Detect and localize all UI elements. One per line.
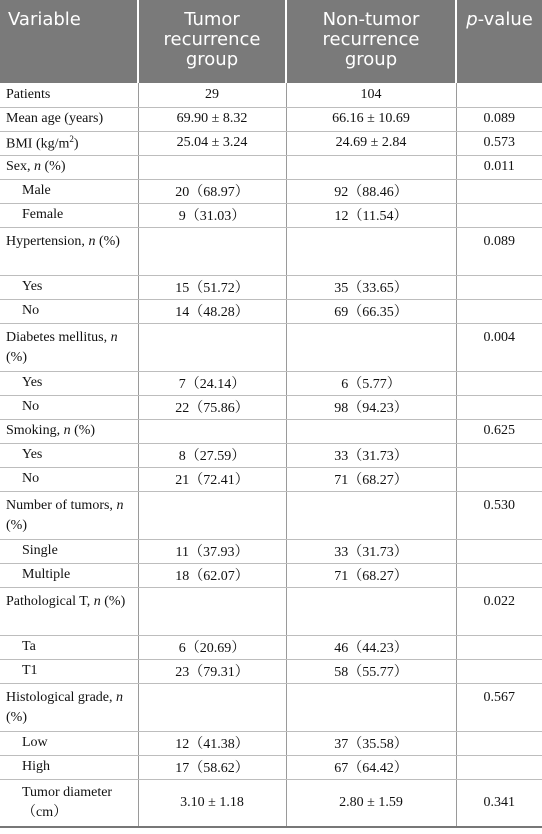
- pvalue-cell: [456, 563, 542, 587]
- table-row: [0, 467, 542, 491]
- row-label: Mean age (years): [0, 107, 138, 131]
- row-label: Yes: [0, 275, 138, 299]
- label-text: (%): [6, 709, 27, 725]
- label-n: n: [116, 689, 124, 705]
- tumor-cell: 12（41.38）: [138, 731, 286, 755]
- tumor-cell: [138, 683, 286, 731]
- tumor-cell: 21（72.41）: [138, 467, 286, 491]
- nontumor-cell: 67（64.42）: [286, 755, 456, 779]
- tumor-cell: 20（68.97）: [138, 179, 286, 203]
- pvalue-cell: [456, 395, 542, 419]
- table-row: [0, 563, 542, 587]
- pvalue-cell: 0.530: [456, 491, 542, 539]
- table-row: [0, 155, 542, 179]
- pvalue-cell: [456, 467, 542, 491]
- table-row: [0, 419, 542, 443]
- nontumor-cell: [286, 587, 456, 635]
- row-label: [0, 683, 138, 731]
- table-row: [0, 443, 542, 467]
- label-n: n: [93, 593, 101, 609]
- nontumor-cell: 12（11.54）: [286, 203, 456, 227]
- pvalue-cell: 0.011: [456, 155, 542, 179]
- label-text: Pathological T,: [6, 593, 94, 609]
- tumor-cell: [138, 227, 286, 275]
- row-label: [0, 587, 138, 635]
- tumor-cell: 14（48.28）: [138, 299, 286, 323]
- tumor-cell: [138, 419, 286, 443]
- nontumor-cell: 69（66.35）: [286, 299, 456, 323]
- tumor-cell: 8（27.59）: [138, 443, 286, 467]
- row-label: T1: [0, 659, 138, 683]
- tumor-cell: 9（31.03）: [138, 203, 286, 227]
- header-pvalue-p: p: [466, 9, 478, 30]
- row-label: Multiple: [0, 563, 138, 587]
- nontumor-cell: [286, 227, 456, 275]
- table-row: [0, 83, 542, 107]
- row-label: Patients: [0, 83, 138, 107]
- tumor-cell: 18（62.07）: [138, 563, 286, 587]
- label-text: (%): [6, 349, 27, 365]
- tumor-cell: [138, 155, 286, 179]
- label-text: (%): [70, 423, 96, 438]
- table-row: [0, 275, 542, 299]
- nontumor-cell: [286, 323, 456, 371]
- label-text: Number of tumors,: [6, 497, 117, 513]
- nontumor-cell: [286, 683, 456, 731]
- table-row: [0, 539, 542, 563]
- table-row: [0, 299, 542, 323]
- pvalue-cell: 0.089: [456, 227, 542, 275]
- pvalue-cell: 0.567: [456, 683, 542, 731]
- label-n: n: [63, 423, 71, 438]
- row-label: High: [0, 755, 138, 779]
- row-label: No: [0, 395, 138, 419]
- tumor-cell: 25.04 ± 3.24: [138, 131, 286, 155]
- pvalue-cell: [456, 83, 542, 107]
- nontumor-cell: 6（5.77）: [286, 371, 456, 395]
- tumor-cell: 23（79.31）: [138, 659, 286, 683]
- nontumor-cell: 71（68.27）: [286, 467, 456, 491]
- row-label: [0, 227, 138, 275]
- header-pvalue-rest: -value: [477, 9, 533, 30]
- table-row: [0, 587, 542, 635]
- pvalue-cell: [456, 443, 542, 467]
- label-text: BMI (kg/m: [6, 136, 70, 152]
- pvalue-cell: [456, 275, 542, 299]
- nontumor-cell: 24.69 ± 2.84: [286, 131, 456, 155]
- table-row: [0, 731, 542, 755]
- label-text: ): [73, 136, 79, 152]
- row-label: [0, 323, 138, 371]
- nontumor-cell: [286, 155, 456, 179]
- row-label: No: [0, 467, 138, 491]
- tumor-cell: 6（20.69）: [138, 635, 286, 659]
- pvalue-cell: 0.022: [456, 587, 542, 635]
- table-row: [0, 323, 542, 371]
- table-row: [0, 779, 542, 827]
- row-label: Yes: [0, 443, 138, 467]
- nontumor-cell: 35（33.65）: [286, 275, 456, 299]
- nontumor-cell: 66.16 ± 10.69: [286, 107, 456, 131]
- pvalue-cell: [456, 179, 542, 203]
- row-label: Ta: [0, 635, 138, 659]
- row-label: Yes: [0, 371, 138, 395]
- pvalue-cell: [456, 635, 542, 659]
- label-text: (%): [6, 517, 27, 533]
- header-nontumor-group: Non-tumor recurrence group: [286, 0, 456, 83]
- nontumor-cell: [286, 491, 456, 539]
- row-label: Male: [0, 179, 138, 203]
- tumor-cell: 11（37.93）: [138, 539, 286, 563]
- label-text: Hypertension,: [6, 233, 89, 249]
- label-text: (%): [41, 159, 66, 174]
- tumor-cell: 7（24.14）: [138, 371, 286, 395]
- table-row: [0, 659, 542, 683]
- label-text: Sex,: [6, 159, 34, 174]
- table-row: [0, 107, 542, 131]
- nontumor-cell: 2.80 ± 1.59: [286, 779, 456, 827]
- pvalue-cell: [456, 299, 542, 323]
- tumor-cell: 29: [138, 83, 286, 107]
- tumor-cell: [138, 323, 286, 371]
- nontumor-cell: [286, 419, 456, 443]
- row-label: No: [0, 299, 138, 323]
- table-row: [0, 395, 542, 419]
- table-row: [0, 635, 542, 659]
- nontumor-cell: 71（68.27）: [286, 563, 456, 587]
- nontumor-cell: 92（88.46）: [286, 179, 456, 203]
- header-tumor-group: Tumor recurrence group: [138, 0, 286, 83]
- pvalue-cell: [456, 203, 542, 227]
- row-label: Tumor diameter（cm）: [0, 779, 138, 827]
- pvalue-cell: 0.625: [456, 419, 542, 443]
- pvalue-cell: 0.573: [456, 131, 542, 155]
- label-text: Smoking,: [6, 423, 64, 438]
- row-label: [0, 155, 138, 179]
- table-row: [0, 131, 542, 155]
- tumor-cell: 69.90 ± 8.32: [138, 107, 286, 131]
- nontumor-cell: 58（55.77）: [286, 659, 456, 683]
- row-label: [0, 131, 138, 155]
- pvalue-cell: 0.341: [456, 779, 542, 827]
- label-text: Histological grade,: [6, 689, 117, 705]
- table-row: [0, 371, 542, 395]
- pvalue-cell: 0.004: [456, 323, 542, 371]
- label-text: (%): [100, 593, 126, 609]
- tumor-cell: 3.10 ± 1.18: [138, 779, 286, 827]
- table-row: [0, 755, 542, 779]
- nontumor-cell: 33（31.73）: [286, 539, 456, 563]
- row-label: Single: [0, 539, 138, 563]
- table-row: [0, 203, 542, 227]
- nontumor-cell: 37（35.58）: [286, 731, 456, 755]
- superscript: 2: [69, 133, 74, 144]
- pvalue-cell: [456, 731, 542, 755]
- pvalue-cell: [456, 755, 542, 779]
- tumor-cell: 15（51.72）: [138, 275, 286, 299]
- pvalue-cell: [456, 371, 542, 395]
- row-label: Low: [0, 731, 138, 755]
- pvalue-cell: [456, 539, 542, 563]
- header-row: [0, 0, 542, 83]
- nontumor-cell: 98（94.23）: [286, 395, 456, 419]
- header-variable: Variable: [0, 0, 138, 83]
- label-text: Diabetes mellitus,: [6, 329, 111, 345]
- pvalue-cell: 0.089: [456, 107, 542, 131]
- table-row: [0, 491, 542, 539]
- table-row: [0, 227, 542, 275]
- nontumor-cell: 33（31.73）: [286, 443, 456, 467]
- nontumor-cell: 46（44.23）: [286, 635, 456, 659]
- label-n: n: [34, 159, 41, 174]
- pvalue-cell: [456, 659, 542, 683]
- tumor-cell: [138, 491, 286, 539]
- header-pvalue: [456, 0, 542, 83]
- label-n: n: [116, 497, 124, 513]
- row-label: Female: [0, 203, 138, 227]
- nontumor-cell: 104: [286, 83, 456, 107]
- label-text: (%): [95, 233, 120, 249]
- table-row: [0, 683, 542, 731]
- label-n: n: [110, 329, 118, 345]
- tumor-cell: 22（75.86）: [138, 395, 286, 419]
- row-label: [0, 491, 138, 539]
- tumor-cell: 17（58.62）: [138, 755, 286, 779]
- tumor-cell: [138, 587, 286, 635]
- row-label: [0, 419, 138, 443]
- label-n: n: [88, 233, 96, 249]
- table-row: [0, 179, 542, 203]
